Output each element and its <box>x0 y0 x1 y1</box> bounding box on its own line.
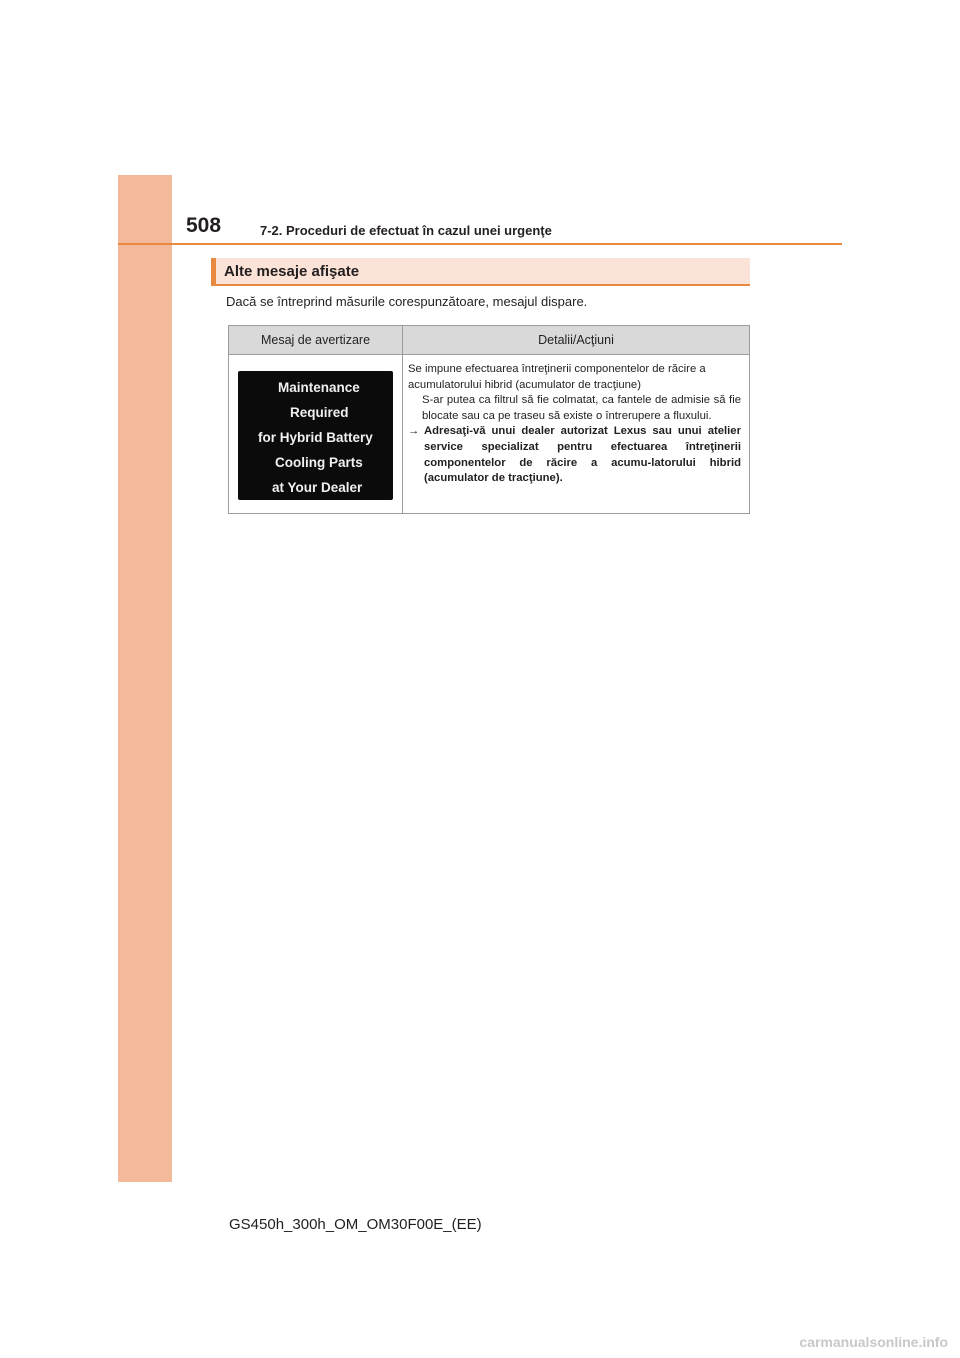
column-header-message: Mesaj de avertizare <box>229 326 403 355</box>
display-line: Maintenance <box>278 380 360 395</box>
multi-information-display <box>238 371 393 500</box>
topic-title: Alte mesaje afişate <box>224 263 360 280</box>
display-line: Required <box>290 405 349 420</box>
side-color-band <box>118 175 172 1182</box>
table-row <box>229 355 750 514</box>
display-line: at Your Dealer <box>272 480 363 495</box>
topic-accent <box>211 258 216 284</box>
detail-action-text: Adresaţi-vă unui dealer autorizat Lexus sau unui atelier service specializat pentru efectuarea întreţinerii componentelor de răcire a acumu-latorului hibrid (acumulator de tracţiune). <box>424 425 741 485</box>
detail-sub-text: S-ar putea ca filtrul să fie colmatat, ca fantele de admisie să fie blocate sau ca pe traseu să existe o întrerupere a fluxului. <box>422 394 741 422</box>
message-display-cell <box>229 355 403 514</box>
detail-main-text: Se impune efectuarea întreţinerii componentelor de răcire a acumulatorului hibrid (acumulator de tracţiune) <box>408 363 706 391</box>
section-title: 7-2. Proceduri de efectuat în cazul unei urgenţe <box>260 223 552 238</box>
topic-heading-bar <box>211 258 750 286</box>
watermark-link[interactable]: carmanualsonline.info <box>799 1334 948 1350</box>
warning-message-table <box>228 325 750 514</box>
display-line: Cooling Parts <box>275 455 363 470</box>
table-header-row <box>229 326 750 355</box>
display-line: for Hybrid Battery <box>258 430 373 445</box>
detail-action <box>408 424 741 486</box>
header-divider <box>118 243 842 245</box>
document-code: GS450h_300h_OM_OM30F00E_(EE) <box>229 1216 482 1233</box>
page-number: 508 <box>186 214 222 237</box>
arrow-icon: → <box>408 425 420 438</box>
intro-text: Dacă se întreprind măsurile corespunzătoare, mesajul dispare. <box>226 294 588 309</box>
column-header-details: Detalii/Acţiuni <box>403 326 750 355</box>
details-cell <box>403 355 750 514</box>
